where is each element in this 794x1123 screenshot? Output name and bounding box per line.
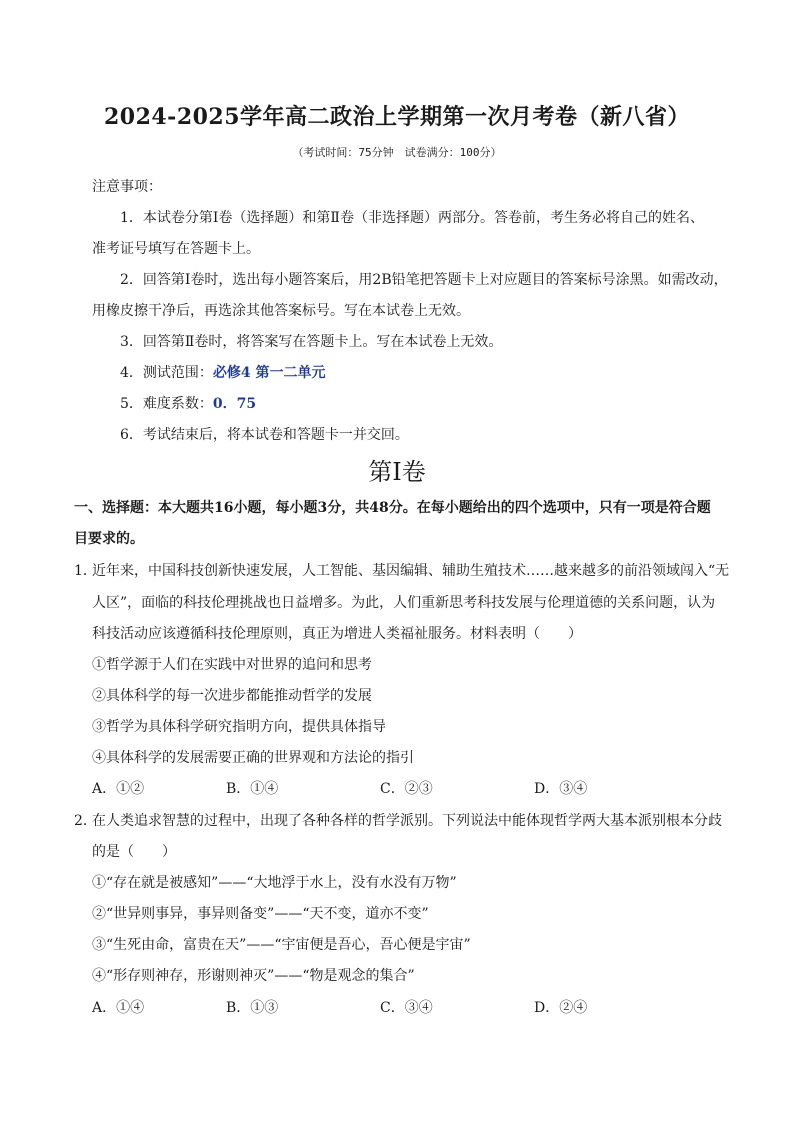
exam-subtitle: （考试时间：75分钟 试卷满分：100分） — [292, 146, 502, 159]
question-1-option-b: B．①④ — [226, 781, 279, 797]
question-1-option-a: A．①② — [92, 781, 145, 797]
question-1-statement-4: ④具体科学的发展需要正确的世界观和方法论的指引 — [92, 750, 414, 766]
question-2-option-b: B．①③ — [226, 1000, 279, 1016]
notice-item-6: 6．考试结束后，将本试卷和答题卡一并交回。 — [120, 427, 409, 443]
question-1-statement-1: ①哲学源于人们在实践中对世界的追问和思考 — [92, 657, 372, 673]
question-1-stem-line-3: 科技活动应该遵循科技伦理原则，真正为增进人类福祉服务。材料表明（ ） — [92, 626, 582, 642]
notice-item-4-prefix: 4．测试范围： — [120, 365, 213, 381]
section-heading-line-2: 目要求的。 — [74, 531, 144, 547]
test-scope-value: 必修4 第一二单元 — [212, 365, 326, 381]
question-2-stem-line-2: 的是（ ） — [92, 844, 176, 860]
question-2-option-d: D．②④ — [534, 1000, 588, 1016]
question-1-stem-line-2: 人区”，面临的科技伦理挑战也日益增多。为此，人们重新思考科技发展与伦理道德的关系问题，认为 — [92, 595, 716, 611]
question-1-option-c: C．②③ — [380, 781, 433, 797]
question-2-stem-line-1: 在人类追求智慧的过程中，出现了各种各样的哲学派别。下列说法中能体现哲学两大基本派别根本分歧 — [92, 813, 722, 829]
question-2-number: 2． — [74, 813, 97, 829]
question-2-option-c: C．③④ — [380, 1000, 433, 1016]
question-1-option-d: D．③④ — [534, 781, 588, 797]
notice-item-3: 3．回答第Ⅱ卷时，将答案写在答题卡上。写在本试卷上无效。 — [120, 334, 503, 350]
notice-item-2-line-2: 用橡皮擦干净后，再选涂其他答案标号。写在本试卷上无效。 — [92, 303, 470, 319]
notice-item-2-line-1: 2．回答第Ⅰ卷时，选出每小题答案后，用2B铅笔把答题卡上对应题目的答案标号涂黑。如需改动， — [120, 272, 728, 288]
notice-heading: 注意事项： — [92, 179, 162, 195]
section-heading-line-1: 一、选择题：本大题共16小题，每小题3分，共48分。在每小题给出的四个选项中，只有一项是符合题 — [74, 500, 711, 516]
question-2-statement-4: ④“形存则神存，形谢则神灭”——“物是观念的集合” — [92, 968, 415, 984]
part-one-title: 第Ⅰ卷 — [368, 458, 426, 486]
notice-item-5 — [120, 393, 256, 413]
question-1-stem-line-1: 近年来，中国科技创新快速发展，人工智能、基因编辑、辅助生殖技术……越来越多的前沿领域闯入“无 — [92, 563, 730, 579]
question-2-statement-2: ②“世异则事异，事异则备变”——“天不变，道亦不变” — [92, 906, 429, 922]
question-1-statement-2: ②具体科学的每一次进步都能推动哲学的发展 — [92, 688, 372, 704]
question-1-number: 1． — [74, 563, 97, 579]
question-1-statement-3: ③哲学为具体科学研究指明方向，提供具体指导 — [92, 719, 386, 735]
notice-item-1-line-1: 1．本试卷分第Ⅰ卷（选择题）和第Ⅱ卷（非选择题）两部分。答卷前，考生务必将自己的姓名、 — [120, 210, 704, 226]
notice-item-1-line-2: 准考证号填写在答题卡上。 — [92, 241, 260, 257]
notice-item-4 — [120, 362, 326, 382]
question-2-statement-3: ③“生死由命，富贵在天”——“宇宙便是吾心，吾心便是宇宙” — [92, 937, 471, 953]
difficulty-value: 0．75 — [212, 396, 257, 412]
exam-title: 2024-2025学年高二政治上学期第一次月考卷（新八省） — [103, 104, 691, 130]
question-2-statement-1: ①“存在就是被感知”——“大地浮于水上，没有水没有万物” — [92, 875, 457, 891]
question-2-option-a: A．①④ — [92, 1000, 145, 1016]
notice-item-5-prefix: 5．难度系数： — [120, 396, 213, 412]
